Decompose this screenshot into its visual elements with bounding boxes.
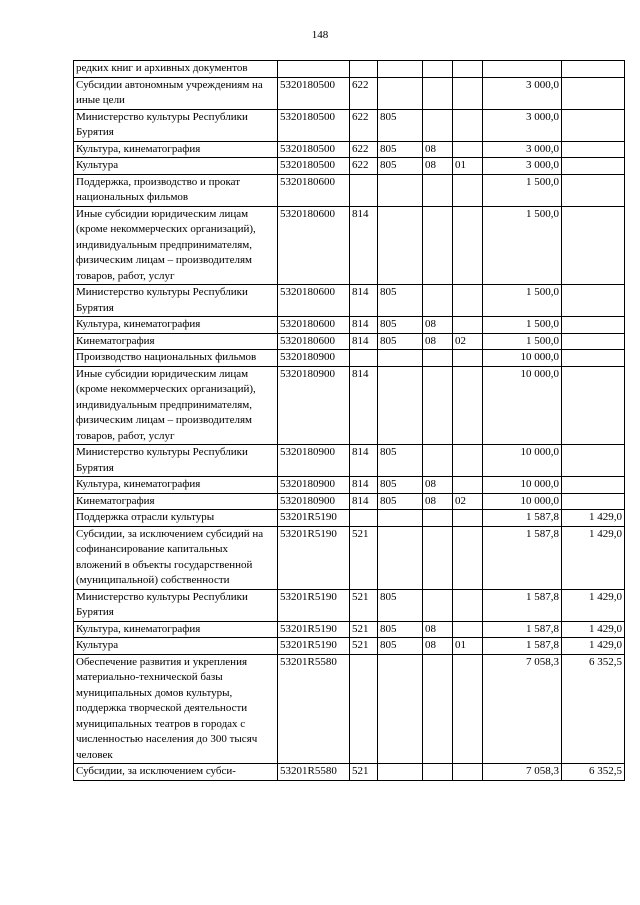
table-row	[74, 333, 625, 350]
cell-subsection	[453, 317, 483, 334]
cell-name: Министерство культуры Республики Бурятия	[74, 445, 278, 477]
cell-amount-1: 1 587,8	[483, 510, 562, 527]
cell-section	[423, 77, 453, 109]
cell-section	[423, 654, 453, 764]
cell-expense-type	[350, 510, 378, 527]
cell-expense-type	[350, 174, 378, 206]
cell-expense-type: 521	[350, 589, 378, 621]
cell-department: 805	[378, 638, 423, 655]
cell-amount-2	[562, 174, 625, 206]
cell-amount-2	[562, 61, 625, 78]
table-row	[74, 350, 625, 367]
cell-amount-1: 7 058,3	[483, 764, 562, 781]
cell-amount-2: 1 429,0	[562, 638, 625, 655]
cell-amount-1: 10 000,0	[483, 366, 562, 445]
table-row	[74, 526, 625, 589]
cell-target-code: 5320180900	[278, 350, 350, 367]
cell-target-code: 5320180500	[278, 109, 350, 141]
cell-department: 805	[378, 445, 423, 477]
cell-subsection	[453, 445, 483, 477]
cell-subsection	[453, 510, 483, 527]
cell-amount-1: 1 587,8	[483, 638, 562, 655]
cell-department: 805	[378, 493, 423, 510]
cell-section: 08	[423, 317, 453, 334]
table-row	[74, 109, 625, 141]
table-row	[74, 285, 625, 317]
cell-subsection	[453, 350, 483, 367]
cell-section	[423, 764, 453, 781]
cell-section: 08	[423, 333, 453, 350]
cell-department	[378, 764, 423, 781]
cell-subsection	[453, 526, 483, 589]
cell-department	[378, 77, 423, 109]
cell-amount-1	[483, 61, 562, 78]
cell-name: Обеспечение развития и укрепления материально-технической базы муниципальных домов культуры, поддержка творческой деятельности муниципальных театров в городах с численностью населения до 300 тысяч человек	[74, 654, 278, 764]
cell-subsection	[453, 174, 483, 206]
cell-amount-2: 1 429,0	[562, 526, 625, 589]
cell-section: 08	[423, 638, 453, 655]
cell-amount-1: 10 000,0	[483, 350, 562, 367]
cell-section: 08	[423, 477, 453, 494]
cell-section	[423, 206, 453, 285]
table-row	[74, 141, 625, 158]
cell-section	[423, 589, 453, 621]
cell-amount-1: 10 000,0	[483, 477, 562, 494]
cell-amount-1: 10 000,0	[483, 445, 562, 477]
cell-subsection	[453, 589, 483, 621]
cell-department: 805	[378, 285, 423, 317]
cell-expense-type: 521	[350, 621, 378, 638]
cell-target-code: 53201R5580	[278, 654, 350, 764]
cell-subsection	[453, 206, 483, 285]
cell-name: Иные субсидии юридическим лицам (кроме некоммерческих организаций), индивидуальным предпринимателям, физическим лицам – производителям товаров, работ, услуг	[74, 206, 278, 285]
cell-name: Кинематография	[74, 333, 278, 350]
cell-expense-type: 622	[350, 158, 378, 175]
cell-name: Культура, кинематография	[74, 621, 278, 638]
cell-target-code: 5320180900	[278, 477, 350, 494]
cell-expense-type: 814	[350, 285, 378, 317]
cell-section: 08	[423, 493, 453, 510]
cell-amount-2	[562, 445, 625, 477]
cell-department	[378, 61, 423, 78]
cell-name: редких книг и архивных документов	[74, 61, 278, 78]
cell-amount-2	[562, 493, 625, 510]
cell-amount-1: 3 000,0	[483, 109, 562, 141]
cell-name: Субсидии автономным учреждениям на иные цели	[74, 77, 278, 109]
cell-name: Министерство культуры Республики Бурятия	[74, 109, 278, 141]
cell-amount-2	[562, 77, 625, 109]
cell-expense-type: 622	[350, 109, 378, 141]
cell-target-code: 5320180900	[278, 493, 350, 510]
cell-section: 08	[423, 141, 453, 158]
cell-department	[378, 510, 423, 527]
cell-amount-2	[562, 333, 625, 350]
cell-amount-1: 1 500,0	[483, 285, 562, 317]
cell-name: Иные субсидии юридическим лицам (кроме некоммерческих организаций), индивидуальным предпринимателям, физическим лицам – производителям товаров, работ, услуг	[74, 366, 278, 445]
cell-department: 805	[378, 333, 423, 350]
cell-section	[423, 285, 453, 317]
cell-name: Культура, кинематография	[74, 141, 278, 158]
cell-section	[423, 350, 453, 367]
cell-department: 805	[378, 621, 423, 638]
table-row	[74, 589, 625, 621]
cell-target-code: 5320180600	[278, 285, 350, 317]
table-row	[74, 61, 625, 78]
cell-name: Поддержка отрасли культуры	[74, 510, 278, 527]
table-row	[74, 477, 625, 494]
cell-department: 805	[378, 589, 423, 621]
cell-expense-type: 814	[350, 366, 378, 445]
cell-department: 805	[378, 477, 423, 494]
cell-expense-type: 814	[350, 477, 378, 494]
table-row	[74, 621, 625, 638]
cell-amount-2	[562, 366, 625, 445]
cell-amount-2	[562, 141, 625, 158]
cell-section	[423, 174, 453, 206]
cell-subsection: 01	[453, 158, 483, 175]
cell-name: Культура	[74, 638, 278, 655]
cell-section	[423, 445, 453, 477]
cell-department	[378, 366, 423, 445]
cell-amount-2	[562, 206, 625, 285]
cell-subsection	[453, 109, 483, 141]
cell-subsection	[453, 141, 483, 158]
cell-expense-type: 814	[350, 317, 378, 334]
page-number: 148	[311, 29, 329, 41]
cell-amount-1: 1 587,8	[483, 621, 562, 638]
cell-subsection	[453, 764, 483, 781]
budget-table	[73, 60, 625, 781]
table-row	[74, 654, 625, 764]
cell-amount-1: 7 058,3	[483, 654, 562, 764]
cell-department: 805	[378, 109, 423, 141]
cell-amount-2	[562, 477, 625, 494]
table-row	[74, 764, 625, 781]
cell-subsection: 01	[453, 638, 483, 655]
cell-subsection	[453, 285, 483, 317]
cell-name: Культура, кинематография	[74, 317, 278, 334]
cell-amount-1: 3 000,0	[483, 77, 562, 109]
cell-name: Субсидии, за исключением субсидий на софинансирование капитальных вложений в объекты государственной (муниципальной) собственности	[74, 526, 278, 589]
cell-section: 08	[423, 158, 453, 175]
table-row	[74, 638, 625, 655]
cell-expense-type: 814	[350, 493, 378, 510]
cell-amount-1: 1 587,8	[483, 589, 562, 621]
cell-expense-type: 521	[350, 526, 378, 589]
table-row	[74, 158, 625, 175]
cell-amount-2: 6 352,5	[562, 654, 625, 764]
cell-name: Производство национальных фильмов	[74, 350, 278, 367]
cell-department: 805	[378, 158, 423, 175]
cell-amount-2	[562, 350, 625, 367]
cell-amount-2: 1 429,0	[562, 621, 625, 638]
cell-target-code	[278, 61, 350, 78]
table-row	[74, 510, 625, 527]
cell-expense-type: 622	[350, 77, 378, 109]
cell-target-code: 5320180600	[278, 333, 350, 350]
cell-expense-type: 521	[350, 764, 378, 781]
cell-target-code: 5320180500	[278, 158, 350, 175]
cell-subsection	[453, 61, 483, 78]
cell-target-code: 5320180500	[278, 77, 350, 109]
cell-expense-type: 622	[350, 141, 378, 158]
cell-department	[378, 174, 423, 206]
cell-amount-1: 3 000,0	[483, 141, 562, 158]
cell-target-code: 53201R5190	[278, 621, 350, 638]
cell-subsection	[453, 77, 483, 109]
cell-amount-1: 1 587,8	[483, 526, 562, 589]
cell-subsection	[453, 477, 483, 494]
cell-subsection	[453, 621, 483, 638]
cell-department	[378, 350, 423, 367]
cell-expense-type	[350, 654, 378, 764]
table-row	[74, 366, 625, 445]
cell-expense-type	[350, 61, 378, 78]
cell-expense-type: 814	[350, 333, 378, 350]
cell-amount-1: 1 500,0	[483, 333, 562, 350]
cell-amount-2: 1 429,0	[562, 510, 625, 527]
cell-department	[378, 654, 423, 764]
cell-target-code: 53201R5190	[278, 526, 350, 589]
cell-section	[423, 61, 453, 78]
cell-target-code: 5320180600	[278, 317, 350, 334]
table-row	[74, 445, 625, 477]
cell-amount-2	[562, 317, 625, 334]
cell-name: Поддержка, производство и прокат национальных фильмов	[74, 174, 278, 206]
cell-subsection: 02	[453, 493, 483, 510]
cell-expense-type	[350, 350, 378, 367]
cell-section	[423, 510, 453, 527]
cell-target-code: 53201R5190	[278, 638, 350, 655]
cell-amount-2	[562, 109, 625, 141]
cell-target-code: 53201R5580	[278, 764, 350, 781]
cell-subsection: 02	[453, 333, 483, 350]
cell-department: 805	[378, 141, 423, 158]
cell-amount-2: 6 352,5	[562, 764, 625, 781]
cell-expense-type: 814	[350, 445, 378, 477]
cell-name: Министерство культуры Республики Бурятия	[74, 589, 278, 621]
cell-amount-2	[562, 158, 625, 175]
table-row	[74, 493, 625, 510]
cell-target-code: 5320180600	[278, 206, 350, 285]
budget-table-body	[74, 61, 625, 781]
cell-subsection	[453, 654, 483, 764]
cell-department	[378, 526, 423, 589]
table-row	[74, 174, 625, 206]
cell-section: 08	[423, 621, 453, 638]
table-row	[74, 206, 625, 285]
cell-subsection	[453, 366, 483, 445]
cell-amount-1: 1 500,0	[483, 317, 562, 334]
cell-department	[378, 206, 423, 285]
cell-expense-type: 521	[350, 638, 378, 655]
cell-name: Культура, кинематография	[74, 477, 278, 494]
cell-section	[423, 366, 453, 445]
cell-name: Кинематография	[74, 493, 278, 510]
cell-name: Субсидии, за исключением субси-	[74, 764, 278, 781]
cell-target-code: 53201R5190	[278, 510, 350, 527]
cell-target-code: 5320180500	[278, 141, 350, 158]
cell-target-code: 5320180900	[278, 445, 350, 477]
cell-amount-1: 10 000,0	[483, 493, 562, 510]
table-row	[74, 77, 625, 109]
cell-target-code: 5320180900	[278, 366, 350, 445]
cell-name: Министерство культуры Республики Бурятия	[74, 285, 278, 317]
cell-amount-1: 1 500,0	[483, 174, 562, 206]
table-row	[74, 317, 625, 334]
cell-target-code: 53201R5190	[278, 589, 350, 621]
cell-amount-1: 1 500,0	[483, 206, 562, 285]
cell-amount-2: 1 429,0	[562, 589, 625, 621]
cell-section	[423, 526, 453, 589]
cell-amount-2	[562, 285, 625, 317]
cell-section	[423, 109, 453, 141]
cell-name: Культура	[74, 158, 278, 175]
cell-department: 805	[378, 317, 423, 334]
cell-amount-1: 3 000,0	[483, 158, 562, 175]
cell-target-code: 5320180600	[278, 174, 350, 206]
cell-expense-type: 814	[350, 206, 378, 285]
